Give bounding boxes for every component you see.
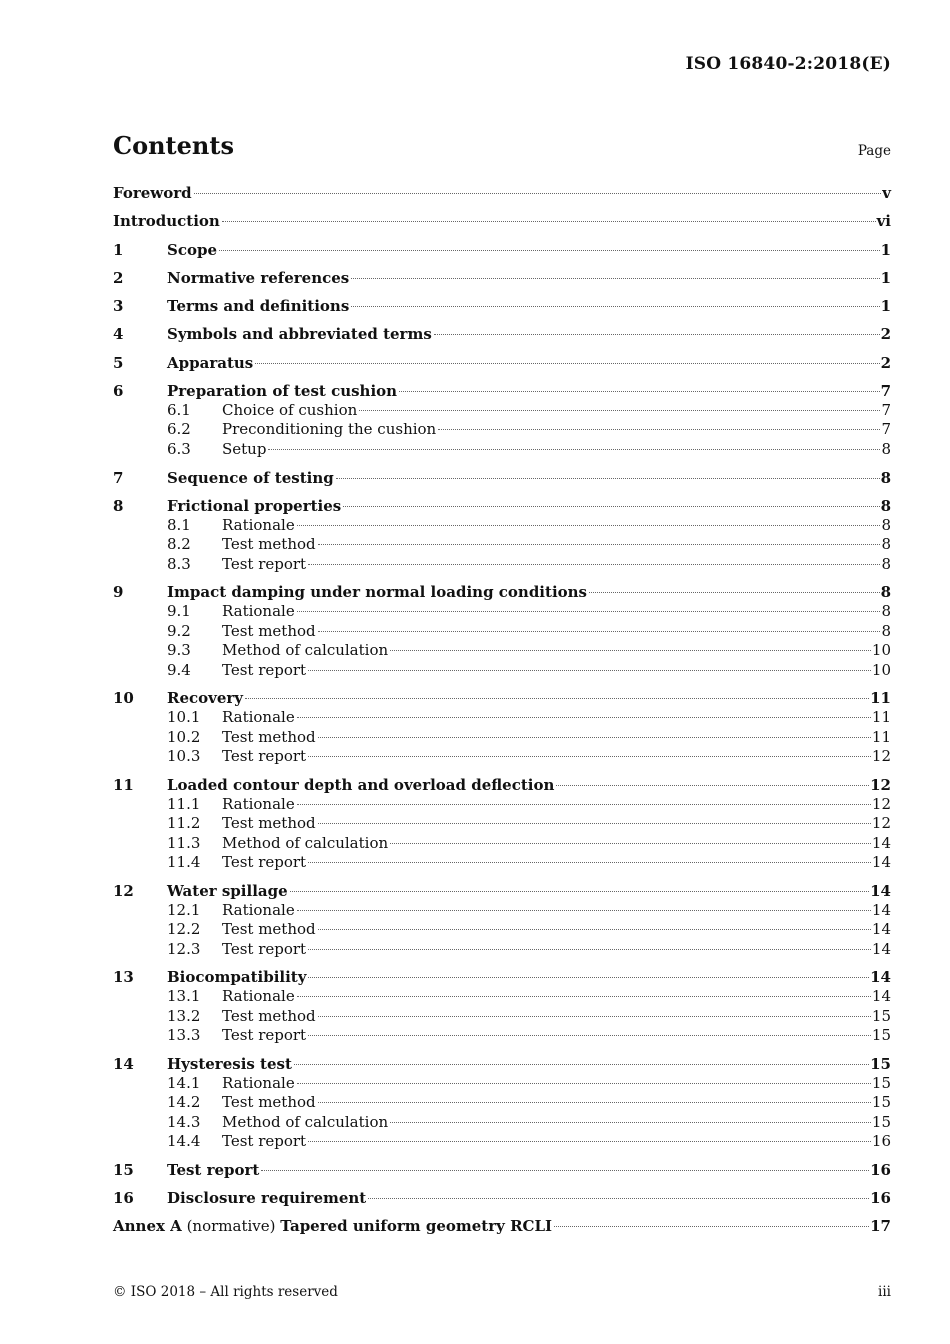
- toc-entry-page: vi: [876, 212, 891, 231]
- dot-leader: [245, 698, 869, 699]
- toc-entry-number: 15: [113, 1160, 134, 1179]
- toc-entry-title: Disclosure requirement: [167, 1189, 367, 1208]
- dot-leader: [219, 250, 880, 251]
- toc-entry-number: 7: [113, 468, 124, 487]
- toc-subentry[interactable]: [113, 641, 891, 660]
- toc-subentry[interactable]: [113, 728, 891, 747]
- toc-entry-page: 1: [880, 268, 891, 287]
- toc-entry-page: 2: [880, 325, 891, 344]
- toc-subentry[interactable]: [113, 420, 891, 439]
- toc-entry-number: 14.2: [167, 1093, 201, 1112]
- toc-entry-title: Method of calculation: [222, 1112, 389, 1131]
- dot-leader: [290, 891, 869, 892]
- toc-entry-page: 7: [880, 382, 891, 401]
- toc-entry-number: 8.3: [167, 554, 191, 573]
- toc-entry[interactable]: [113, 1217, 891, 1236]
- toc-entry-number: 6.1: [167, 401, 191, 420]
- toc-entry-number: 5: [113, 353, 124, 372]
- toc-subentry[interactable]: [113, 853, 891, 872]
- toc-entry-title: Normative references: [167, 268, 350, 287]
- toc-entry-page: 14: [871, 987, 891, 1006]
- toc-subentry[interactable]: [113, 661, 891, 680]
- toc-entry-title: Impact damping under normal loading conditions: [167, 583, 587, 602]
- toc-entry-title: Preparation of test cushion: [167, 382, 398, 401]
- toc-entry-number: 11.4: [167, 853, 201, 872]
- toc-entry-title: Test report: [222, 1132, 307, 1151]
- toc-entry[interactable]: [113, 1161, 891, 1180]
- dot-leader: [318, 823, 871, 824]
- dot-leader: [255, 363, 879, 364]
- toc-subentry[interactable]: [113, 708, 891, 727]
- dot-leader: [318, 929, 871, 930]
- toc-entry[interactable]: [113, 469, 891, 488]
- toc-entry-title: Frictional properties: [167, 496, 342, 515]
- toc-subentry[interactable]: [113, 814, 891, 833]
- toc-entry-page: v: [882, 184, 891, 202]
- toc-entry-title: Test method: [222, 621, 316, 640]
- dot-leader: [261, 1170, 869, 1171]
- toc-annex-normative: (normative): [181, 1217, 281, 1236]
- toc-entry-number: 11.3: [167, 833, 201, 852]
- dot-leader: [318, 1016, 871, 1017]
- toc-entry-page: 8: [880, 468, 891, 487]
- dot-leader: [297, 717, 871, 718]
- toc-entry-title: Test method: [222, 920, 316, 939]
- toc-subentry[interactable]: [113, 940, 891, 959]
- toc-entry-page: 8: [881, 439, 891, 458]
- toc-entry-page: 8: [881, 602, 891, 621]
- toc-entry-page: 17: [870, 1217, 891, 1236]
- toc-subentry[interactable]: [113, 920, 891, 939]
- toc-entry-page: 7: [881, 420, 891, 439]
- toc-entry-page: 8: [881, 515, 891, 534]
- dot-leader: [308, 1035, 871, 1036]
- toc-subentry[interactable]: [113, 1026, 891, 1045]
- toc-entry-page: 15: [871, 1093, 891, 1112]
- toc-entry-title: Test method: [222, 727, 316, 746]
- dot-leader: [308, 949, 871, 950]
- dot-leader: [297, 611, 881, 612]
- toc-entry-title: [113, 1217, 552, 1236]
- dot-leader: [297, 525, 881, 526]
- toc-entry-number: 11.2: [167, 814, 201, 833]
- toc-entry-page: 12: [871, 794, 891, 813]
- toc-entry-number: 8.2: [167, 535, 191, 554]
- toc-entry-page: 14: [870, 968, 891, 987]
- toc-entry-title: Foreword: [113, 184, 192, 202]
- toc-entry-number: 12.3: [167, 939, 201, 958]
- toc-entry[interactable]: [113, 382, 891, 401]
- toc-entry-number: 10.3: [167, 747, 201, 766]
- toc-entry-page: 15: [871, 1026, 891, 1045]
- toc-entry-title: Test report: [222, 660, 307, 679]
- toc-entry-number: 11: [113, 775, 134, 794]
- toc-entry-page: 16: [870, 1189, 891, 1208]
- toc-entry-title: Rationale: [222, 900, 295, 919]
- toc-entry-number: 11.1: [167, 794, 201, 813]
- toc-entry-page: 11: [870, 689, 891, 708]
- toc-entry[interactable]: [113, 497, 891, 516]
- toc-entry-title: Test report: [222, 939, 307, 958]
- toc-entry-title: Test report: [222, 747, 307, 766]
- toc-entry-page: 16: [870, 1160, 891, 1179]
- page-column-label: Page: [857, 143, 891, 159]
- toc-entry[interactable]: [113, 776, 891, 795]
- toc-entry-number: 13.2: [167, 1006, 201, 1025]
- dot-leader: [318, 544, 881, 545]
- toc-entry-page: 14: [871, 920, 891, 939]
- toc-entry-title: Biocompatibility: [167, 968, 307, 987]
- toc-entry-title: Method of calculation: [222, 833, 389, 852]
- toc-entry-number: 12.1: [167, 900, 201, 919]
- toc-entry-title: Apparatus: [167, 353, 254, 372]
- toc-entry-number: 9.3: [167, 641, 191, 660]
- toc-subentry[interactable]: [113, 535, 891, 554]
- toc-entry-number: 6: [113, 382, 124, 401]
- toc-entry-page: 12: [871, 814, 891, 833]
- toc-entry[interactable]: [113, 241, 891, 260]
- dot-leader: [434, 334, 880, 335]
- dot-leader: [297, 910, 871, 911]
- toc-entry-title: Water spillage: [167, 881, 288, 900]
- toc-entry-title: Test report: [222, 554, 307, 573]
- toc-entry-page: 1: [880, 297, 891, 316]
- toc-entry-title: Test method: [222, 1006, 316, 1025]
- toc-entry-page: 11: [871, 727, 891, 746]
- dot-leader: [343, 506, 879, 507]
- dot-leader: [297, 996, 871, 997]
- toc-subentry[interactable]: [113, 987, 891, 1006]
- toc-entry-number: 14.1: [167, 1073, 201, 1092]
- toc-entry-title: Preconditioning the cushion: [222, 420, 437, 439]
- toc-annex-label: Annex A: [113, 1217, 182, 1236]
- toc-entry-number: 4: [113, 325, 124, 344]
- dot-leader: [297, 1083, 871, 1084]
- toc-entry-page: 12: [870, 775, 891, 794]
- toc-entry-number: 12: [113, 881, 134, 900]
- toc-entry-page: 7: [881, 401, 891, 420]
- dot-leader: [390, 843, 871, 844]
- toc-entry-title: Introduction: [113, 212, 220, 231]
- toc-entry-page: 14: [871, 853, 891, 872]
- toc-entry-number: 2: [113, 268, 124, 287]
- dot-leader: [294, 1064, 869, 1065]
- toc-entry-number: 9.4: [167, 660, 191, 679]
- toc-subentry[interactable]: [113, 1113, 891, 1132]
- toc-entry[interactable]: [113, 269, 891, 288]
- toc-entry-title: Method of calculation: [222, 641, 389, 660]
- toc-entry-page: 14: [870, 881, 891, 900]
- toc-entry-page: 15: [871, 1073, 891, 1092]
- toc-subentry[interactable]: [113, 747, 891, 766]
- toc-subentry[interactable]: [113, 1007, 891, 1026]
- toc-subentry[interactable]: [113, 622, 891, 641]
- toc-entry-page: 16: [871, 1132, 891, 1151]
- toc-entry-page: 14: [871, 900, 891, 919]
- toc-entry-page: 1: [880, 240, 891, 259]
- document-id: ISO 16840-2:2018(E): [685, 54, 891, 74]
- toc-entry-number: 10.1: [167, 708, 201, 727]
- toc-entry-number: 14.4: [167, 1132, 201, 1151]
- toc-entry-number: 13.3: [167, 1026, 201, 1045]
- toc-entry[interactable]: [113, 968, 891, 987]
- toc-entry-number: 16: [113, 1189, 134, 1208]
- toc-entry-page: 2: [880, 353, 891, 372]
- dot-leader: [336, 478, 880, 479]
- toc-subentry[interactable]: [113, 555, 891, 574]
- toc-subentry[interactable]: [113, 1132, 891, 1151]
- toc-entry[interactable]: [113, 325, 891, 344]
- toc-entry-number: 14.3: [167, 1112, 201, 1131]
- dot-leader: [438, 429, 880, 430]
- footer-page-number: iii: [878, 1284, 891, 1300]
- toc-entry-number: 9.1: [167, 602, 191, 621]
- toc-entry-title: Sequence of testing: [167, 468, 334, 487]
- toc-entry-number: 1: [113, 240, 124, 259]
- toc-subentry[interactable]: [113, 1074, 891, 1093]
- dot-leader: [399, 391, 880, 392]
- dot-leader: [318, 1102, 871, 1103]
- dot-leader: [556, 785, 869, 786]
- dot-leader: [308, 670, 871, 671]
- toc-entry-number: 13: [113, 968, 134, 987]
- dot-leader: [318, 631, 881, 632]
- dot-leader: [351, 306, 879, 307]
- toc-entry-page: 11: [871, 708, 891, 727]
- toc-entry-number: 9: [113, 583, 124, 602]
- dot-leader: [308, 862, 871, 863]
- toc-entry-number: 12.2: [167, 920, 201, 939]
- toc-entry-number: 3: [113, 297, 124, 316]
- toc-entry-page: 15: [871, 1006, 891, 1025]
- toc-subentry[interactable]: [113, 516, 891, 535]
- toc-entry-title: Test report: [222, 1026, 307, 1045]
- toc-entry[interactable]: [113, 354, 891, 373]
- dot-leader: [359, 410, 880, 411]
- toc-subentry[interactable]: [113, 901, 891, 920]
- toc-entry[interactable]: [113, 184, 891, 203]
- toc-subentry[interactable]: [113, 401, 891, 420]
- toc-entry-title: Test method: [222, 1093, 316, 1112]
- toc-entry-page: 8: [881, 535, 891, 554]
- toc-entry[interactable]: [113, 689, 891, 708]
- toc-entry-title: Symbols and abbreviated terms: [167, 325, 432, 344]
- toc-entry[interactable]: [113, 1055, 891, 1074]
- dot-leader: [351, 278, 879, 279]
- toc-entry-title: Choice of cushion: [222, 401, 358, 420]
- toc-entry-title: Test method: [222, 814, 316, 833]
- contents-heading: Contents: [113, 131, 234, 160]
- toc-subentry[interactable]: [113, 602, 891, 621]
- toc-entry-title: Test report: [222, 853, 307, 872]
- toc-entry-title: Test report: [167, 1160, 260, 1179]
- dot-leader: [589, 592, 880, 593]
- toc-entry-title: Rationale: [222, 794, 295, 813]
- toc-entry-number: 8.1: [167, 515, 191, 534]
- toc-entry-title: Recovery: [167, 689, 244, 708]
- dot-leader: [554, 1226, 869, 1227]
- toc-entry-title: Setup: [222, 439, 267, 458]
- toc-entry-page: 15: [871, 1112, 891, 1131]
- dot-leader: [308, 1141, 871, 1142]
- toc-entry-page: 8: [881, 554, 891, 573]
- toc-entry-title: Rationale: [222, 602, 295, 621]
- toc-entry-page: 10: [871, 641, 891, 660]
- toc-entry-title: Scope: [167, 240, 218, 259]
- dot-leader: [268, 449, 880, 450]
- toc-entry-title: Terms and definitions: [167, 297, 350, 316]
- toc-entry-title: Rationale: [222, 708, 295, 727]
- toc-entry-page: 14: [871, 939, 891, 958]
- dot-leader: [318, 737, 871, 738]
- toc-entry-number: 6.2: [167, 420, 191, 439]
- toc-entry[interactable]: [113, 212, 891, 231]
- toc-entry-number: 14: [113, 1054, 134, 1073]
- toc-entry-number: 13.1: [167, 987, 201, 1006]
- toc-entry-page: 10: [871, 660, 891, 679]
- dot-leader: [308, 977, 869, 978]
- toc-entry[interactable]: [113, 297, 891, 316]
- toc-entry-page: 8: [880, 496, 891, 515]
- toc-entry-title: Rationale: [222, 515, 295, 534]
- toc-entry-title: Rationale: [222, 987, 295, 1006]
- toc-entry-number: 8: [113, 496, 124, 515]
- toc-entry-page: 8: [881, 621, 891, 640]
- toc-entry-number: 10.2: [167, 727, 201, 746]
- table-of-contents: [113, 184, 891, 1236]
- toc-entry[interactable]: [113, 583, 891, 602]
- dot-leader: [308, 756, 871, 757]
- dot-leader: [308, 564, 880, 565]
- dot-leader: [194, 193, 882, 194]
- toc-entry-title: Test method: [222, 535, 316, 554]
- toc-entry[interactable]: [113, 882, 891, 901]
- toc-entry-title: Rationale: [222, 1073, 295, 1092]
- dot-leader: [297, 804, 871, 805]
- toc-entry[interactable]: [113, 1189, 891, 1208]
- toc-subentry[interactable]: [113, 834, 891, 853]
- toc-entry-number: 9.2: [167, 621, 191, 640]
- toc-subentry[interactable]: [113, 440, 891, 459]
- toc-entry-number: 6.3: [167, 439, 191, 458]
- toc-subentry[interactable]: [113, 795, 891, 814]
- footer-copyright: © ISO 2018 – All rights reserved: [113, 1284, 338, 1300]
- toc-entry-number: 10: [113, 689, 134, 708]
- dot-leader: [390, 650, 871, 651]
- dot-leader: [222, 221, 876, 222]
- dot-leader: [368, 1198, 869, 1199]
- toc-entry-title: Loaded contour depth and overload deflection: [167, 775, 555, 794]
- toc-entry-page: 12: [871, 747, 891, 766]
- toc-entry-page: 15: [870, 1054, 891, 1073]
- toc-subentry[interactable]: [113, 1093, 891, 1112]
- toc-entry-page: 8: [880, 583, 891, 602]
- dot-leader: [390, 1122, 871, 1123]
- toc-annex-title: Tapered uniform geometry RCLI: [280, 1217, 553, 1236]
- toc-entry-page: 14: [871, 833, 891, 852]
- toc-entry-title: Hysteresis test: [167, 1054, 292, 1073]
